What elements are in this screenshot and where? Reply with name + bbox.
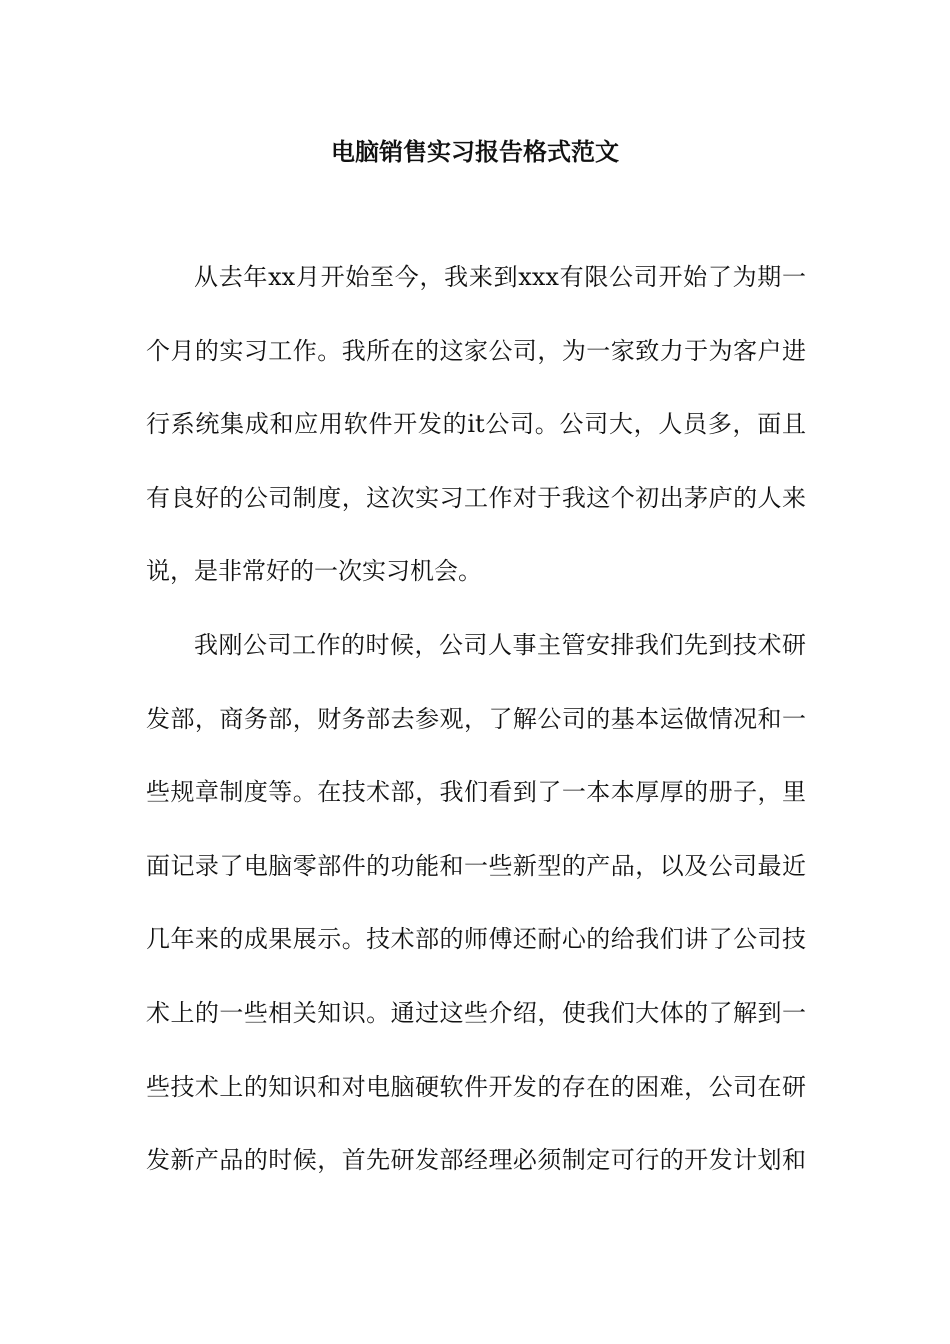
- paragraph-line: 发新产品的时候，首先研发部经理必须制定可行的开发计划和: [146, 1146, 806, 1175]
- paragraph-line: 术上的一些相关知识。通过这些介绍，使我们大体的了解到一: [146, 998, 806, 1027]
- paragraph-line: 发部，商务部，财务部去参观，了解公司的基本运做情况和一: [146, 704, 806, 733]
- paragraph-line: 行系统集成和应用软件开发的it公司。公司大，人员多，面且: [146, 410, 806, 439]
- paragraph-line: 我刚公司工作的时候，公司人事主管安排我们先到技术研: [194, 630, 806, 659]
- paragraph-line: 些技术上的知识和对电脑硬软件开发的存在的困难，公司在研: [146, 1072, 806, 1101]
- paragraph-line: 几年来的成果展示。技术部的师傅还耐心的给我们讲了公司技: [146, 925, 806, 954]
- paragraph-line: 有良好的公司制度，这次实习工作对于我这个初出茅庐的人来: [146, 483, 806, 512]
- document-title: 电脑销售实习报告格式范文: [331, 138, 619, 166]
- paragraph-line: 个月的实习工作。我所在的这家公司，为一家致力于为客户进: [146, 336, 806, 365]
- document-body: [146, 257, 806, 1214]
- paragraph-line: 说，是非常好的一次实习机会。: [146, 557, 482, 586]
- paragraph-line: 面记录了电脑零部件的功能和一些新型的产品，以及公司最近: [146, 851, 806, 880]
- paragraph-line: 从去年xx月开始至今，我来到xxx有限公司开始了为期一: [194, 263, 806, 291]
- paragraph-line: 些规章制度等。在技术部，我们看到了一本本厚厚的册子，里: [146, 778, 806, 807]
